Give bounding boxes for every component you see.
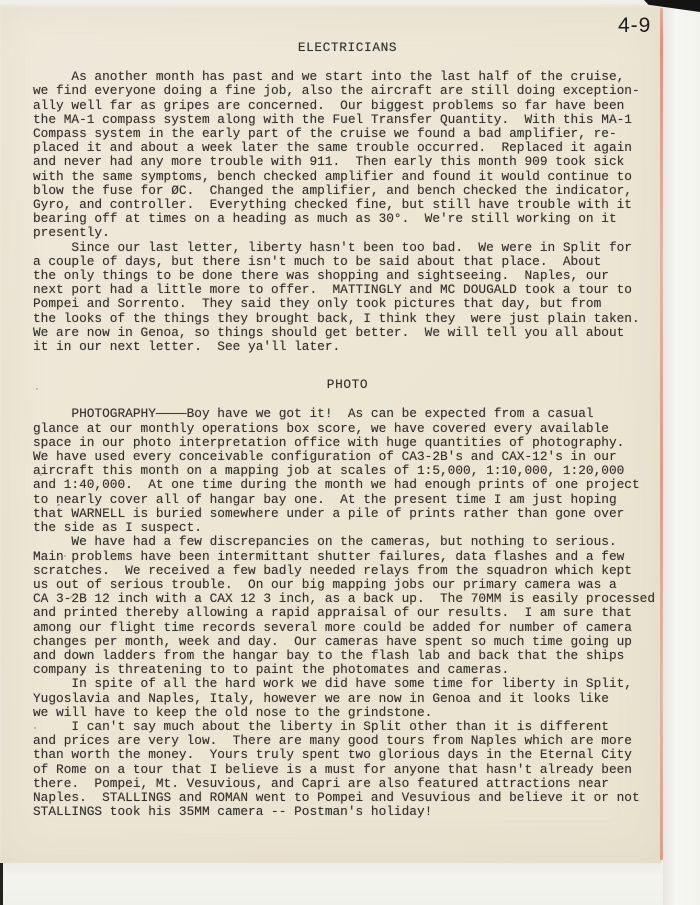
scan-left-dark-sliver [0,863,3,905]
paragraph [33,241,662,355]
text-line: glance at our monthly operations box score, we have covered every available [33,420,609,436]
document-section [33,378,662,819]
paragraph [33,677,662,720]
text-line: Since our last letter, liberty hasn't been too bad. We were in Split for [33,239,632,255]
dust-speck [36,388,38,390]
text-line: us out of serious trouble. On our big mapping jobs our primary camera was a [33,576,617,592]
dust-speck [57,504,60,506]
text-line: Naples. STALLINGS and ROMAN went to Pompei and Vesuvious and believe it or not [33,789,640,805]
text-line: As another month has past and we start into the last half of the cruise, [33,69,625,85]
text-line: with the same symptoms, bench checked amplifier and found it would continue to [33,168,632,184]
text-line: the MA-1 compass system along with the Fuel Transfer Quantity. With this MA-1 [33,111,632,127]
text-line: and printed thereby allowing a rapid appraisal of our results. I am sure that [33,605,632,621]
text-line: and prices are very low. There are many good tours from Naples which are more [33,733,632,749]
text-line: a couple of days, but there isn't much to be said about that place. About [33,253,602,269]
text-line: In spite of all the hard work we did have some time for liberty in Split, [33,676,632,692]
text-line: that WARNELL is buried somewhere under a pile of prints rather than gone over [33,505,625,521]
underlying-page-right-edge [663,0,700,905]
text-line: blow the fuse for ØC. Changed the amplifier, and bench checked the indicator, [33,182,632,198]
underlying-page-bottom-edge [0,863,663,905]
text-line: and never had any more trouble with 911. Then early this month 909 took sick [33,154,625,170]
text-line: scratches. We received a few badly needed relays from the squadron which kept [33,562,632,578]
text-line: next port had a little more to offer. MATTINGLY and MC DOUGALD took a tour to [33,282,632,298]
text-line: Yugoslavia and Naples, Italy, however we are now in Genoa and it looks like [33,690,609,706]
text-line: STALLINGS took his 35MM camera -- Postman's holiday! [33,804,433,820]
text-line: there. Pompei, Mt. Vesuvious, and Capri are also featured attractions near [33,775,609,791]
text-line: PHOTOGRAPHY————Boy have we got it! As can be expected from a casual [33,406,594,422]
text-line: placed it and about a week later the same trouble occurred. Replaced it again [33,140,632,156]
text-line: I can't say much about the liberty in Split other than it is different [33,718,609,734]
text-line: Pompei and Sorrento. They said they only took pictures that day, but from [33,296,602,312]
text-line: CA 3-2B 12 inch with a CAX 12 3 inch, as a back up. The 70MM is easily processed [33,591,656,607]
text-line: space in our photo interpretation office with huge quantities of photography. [33,434,625,450]
text-line: company is threatening to to paint the photomates and cameras. [33,662,510,678]
text-line: aircraft this month on a mapping job at scales of 1:5,000, 1:10,000, 1:20,000 [33,463,625,479]
paragraph [33,720,662,819]
dust-speck [40,474,42,476]
text-line: the looks of the things they brought back, I think they were just plain taken. [33,310,640,326]
section-title: PHOTO [326,377,369,393]
text-line: ally well far as gripes are concerned. Our biggest problems so far have been [33,97,625,113]
page-number: 4-9 [618,14,652,37]
paragraph [33,535,662,677]
page-red-edge [660,8,663,860]
text-line: and 1:40,000. At one time during the month we had enough prints of one project [33,477,640,493]
text-line: the only things to be done there was shopping and sightseeing. Naples, our [33,268,609,284]
text-line: we will have to keep the old nose to the grindstone. [33,704,433,720]
text-line: the side as I suspect. [33,520,202,536]
text-line: Compass system in the early part of the cruise we found a bad amplifier, re- [33,126,617,142]
paragraph [33,70,662,240]
text-line: bearing off at times on a heading as much as 30°. We're still working on it [33,211,617,227]
text-line: Main problems have been intermittant shutter failures, data flashes and a few [33,548,625,564]
paragraph [33,407,662,535]
text-line: changes per month, week and day. Our cameras have spent so much time going up [33,633,632,649]
dust-speck [34,727,36,729]
text-line: We are now in Genoa, so things should get better. We will tell you all about [33,324,625,340]
document-content [33,41,662,819]
document-section [33,41,662,354]
text-line: to nearly cover all of hangar bay one. At the present time I am just hoping [33,491,617,507]
text-line: presently. [33,225,110,241]
dust-speck [64,555,66,557]
section-title: ELECTRICIANS [297,40,398,55]
text-line: Gyro, and controller. Everything checked fine, but still have trouble with it [33,197,632,213]
document-page [0,4,662,863]
dust-speck [70,596,73,598]
text-line: and down ladders from the hangar bay to the flash lab and back that the ships [33,647,625,663]
text-line: We have had a few discrepancies on the cameras, but nothing to serious. [33,534,617,550]
text-line: among our flight time records several more could be added for number of camera [33,619,632,635]
text-line: than worth the money. Yours truly spent two glorious days in the Eternal City [33,747,632,763]
text-line: We have used every conceivable configuration of CA3-2B's and CAX-12's in our [33,449,617,465]
text-line: we find everyone doing a fine job, also the aircraft are still doing exception- [33,83,640,99]
text-line: it in our next letter. See ya'll later. [33,339,341,355]
text-line: of Rome on a tour that I believe is a must for anyone that hasn't already been [33,761,632,777]
